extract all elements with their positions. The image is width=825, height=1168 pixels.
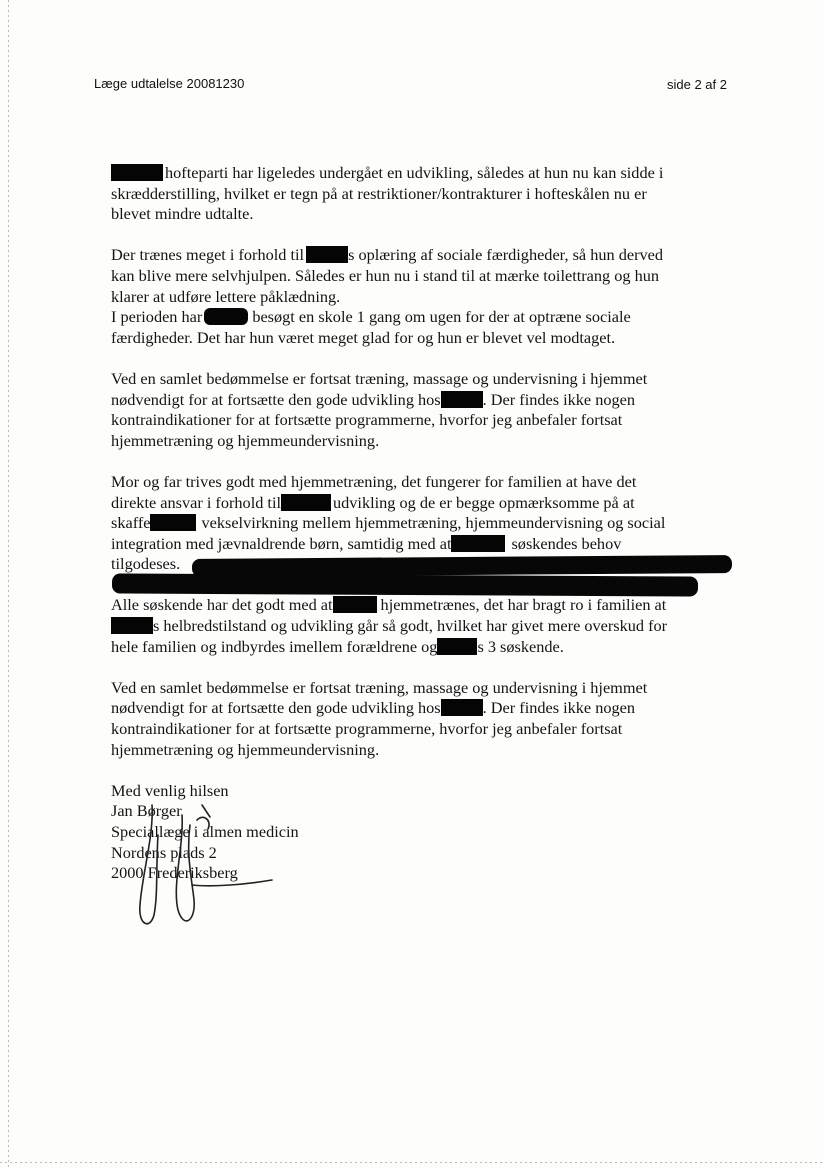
text-line: færdigheder. Det har hun været meget glad for og hun er blevet vel modtaget. <box>111 327 616 347</box>
text-run: skaffe <box>111 513 151 533</box>
text-run: direkte ansvar i forhold til <box>111 492 281 512</box>
text-run: søskendes behov <box>511 533 622 553</box>
paragraph-assessment-2 <box>111 678 751 760</box>
page-number: side 2 af 2 <box>667 77 727 92</box>
text-line: kontraindikationer for at fortsætte programmerne, hvorfor jeg anbefaler fortsat <box>111 410 623 430</box>
redaction-block <box>441 699 483 716</box>
redaction-block <box>441 391 483 408</box>
text-line <box>111 637 751 658</box>
letter-body <box>111 163 751 904</box>
paragraph-training <box>111 245 751 348</box>
signature-scribble <box>112 795 282 935</box>
redaction-block <box>333 596 377 613</box>
redaction-block <box>281 494 331 511</box>
text-line <box>111 493 751 514</box>
text-run: vekselvirkning mellem hjemmetræning, hjemmeundervisning og social <box>201 513 666 533</box>
redaction-block <box>451 535 505 552</box>
scan-edge-bottom <box>0 1162 825 1163</box>
address-city: 2000 Frederiksberg <box>111 863 238 883</box>
text-line: hjemmetræning og hjemmeundervisning. <box>111 430 380 450</box>
signer-name: Jan Børger <box>111 801 182 821</box>
text-line: tilgodeses. <box>111 554 181 574</box>
address-street: Nordens plads 2 <box>111 842 217 862</box>
redaction-block <box>204 308 248 325</box>
text-line: Ved en samlet bedømmelse er fortsat træning, massage og undervisning i hjemmet <box>111 368 648 388</box>
text-run: hjemmetrænes, det har bragt ro i familien at <box>380 595 667 615</box>
text-line: hjemmetræning og hjemmeundervisning. <box>111 739 380 759</box>
text-run: hofteparti har ligeledes undergået en udvikling, således at hun nu kan sidde i <box>165 163 664 182</box>
text-line <box>111 513 751 534</box>
scan-edge-left <box>8 0 9 1168</box>
text-line: blevet mindre udtalte. <box>111 204 254 224</box>
text-line: klarer at udføre lettere påklædning. <box>111 286 341 306</box>
text-line <box>111 307 751 328</box>
paragraph-assessment-1 <box>111 369 751 451</box>
greeting: Med venlig hilsen <box>111 780 229 800</box>
redaction-block <box>150 514 196 531</box>
text-run: besøgt en skole 1 gang om ugen for der at optræne sociale <box>252 307 631 327</box>
text-line <box>111 163 751 184</box>
redaction-block <box>437 638 477 655</box>
text-run: udvikling og de er begge opmærksomme på at <box>333 492 635 512</box>
text-run: s oplæring af sociale færdigheder, så hun derved <box>348 245 664 265</box>
text-run: I perioden har <box>111 307 203 327</box>
marker-strikeout-2 <box>112 573 698 596</box>
redaction-block <box>111 164 163 181</box>
redaction-block <box>306 246 348 263</box>
text-line <box>111 595 751 616</box>
text-run: nødvendigt for at fortsætte den gode udvikling hos <box>111 698 441 718</box>
text-line: skrædderstilling, hvilket er tegn på at restriktioner/kontrakturer i hofteskålen nu er <box>111 183 647 203</box>
signer-title: Speciallæge i almen medicin <box>111 822 299 841</box>
text-run: Alle søskende har det godt med at <box>111 595 333 615</box>
text-line <box>111 245 751 266</box>
paragraph-siblings <box>111 595 751 657</box>
text-line <box>111 616 751 637</box>
text-run: . Der findes ikke nogen <box>482 698 636 718</box>
paragraph-hip <box>111 163 751 225</box>
text-run: Der trænes meget i forhold til <box>111 245 305 265</box>
text-run: s 3 søskende. <box>477 636 564 656</box>
text-line: Mor og far trives godt med hjemmetræning, det fungerer for familien at have det <box>111 471 637 491</box>
text-run: integration med jævnaldrende børn, samtidig med at <box>111 533 452 553</box>
text-line <box>111 390 751 411</box>
document-title: Læge udtalelse 20081230 <box>94 76 245 91</box>
text-line <box>111 534 751 555</box>
text-run: s helbredstilstand og udvikling går så godt, hvilket har givet mere overskud for <box>153 616 668 636</box>
text-line: kan blive mere selvhjulpen. Således er hun nu i stand til at mærke toilettrang og hun <box>111 265 660 285</box>
text-line: kontraindikationer for at fortsætte programmerne, hvorfor jeg anbefaler fortsat <box>111 719 623 739</box>
text-run: . Der findes ikke nogen <box>482 389 636 409</box>
text-line <box>111 698 751 719</box>
text-line: Ved en samlet bedømmelse er fortsat træning, massage og undervisning i hjemmet <box>111 677 648 697</box>
text-run: hele familien og indbyrdes imellem forældrene og <box>111 636 438 656</box>
redaction-block <box>111 617 153 634</box>
text-run: nødvendigt for at fortsætte den gode udvikling hos <box>111 389 441 409</box>
